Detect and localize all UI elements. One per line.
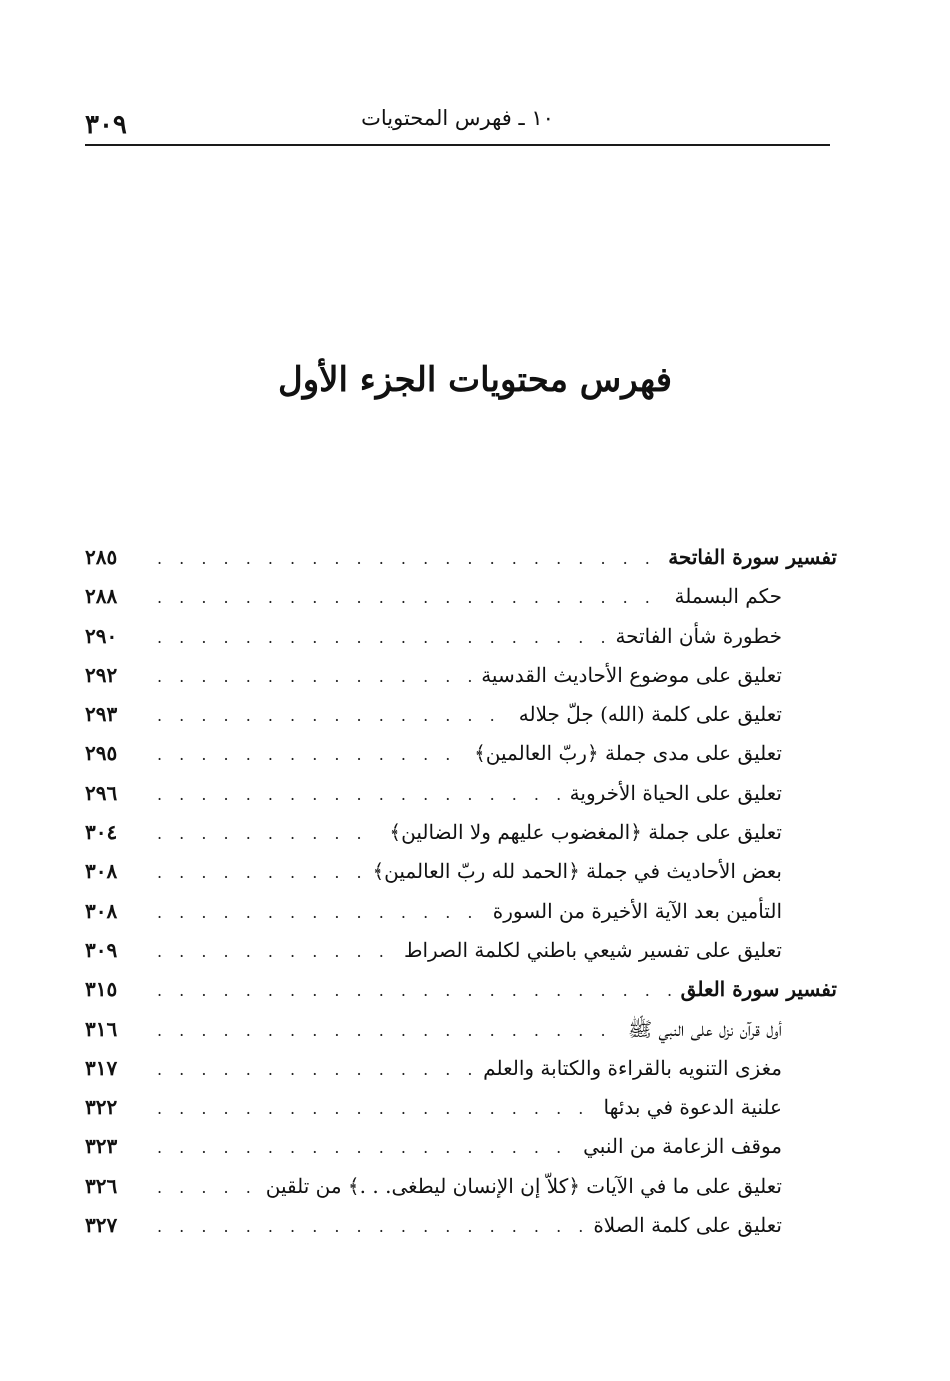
toc-entry-label: خطورة شأن الفاتحة (615, 623, 782, 648)
toc-entry-label: تعليق على ما في الآيات ﴿كلاّ إن الإنسان ليطغى. . .﴾ من تلقين (265, 1173, 782, 1198)
toc-entry-label: التأمين بعد الآية الأخيرة من السورة (492, 898, 782, 923)
toc-entry-page-number: ٣١٦ (85, 1016, 118, 1041)
table-of-contents (85, 538, 837, 1245)
toc-entry (85, 813, 837, 852)
toc-entry (85, 892, 837, 931)
toc-entry (85, 1206, 837, 1245)
toc-entry (85, 1049, 837, 1088)
dot-leader (157, 618, 605, 657)
toc-entry-page-number: ٣٢٦ (85, 1173, 118, 1198)
toc-entry-page-number: ٢٩٦ (85, 780, 118, 805)
dot-leader (157, 1050, 473, 1089)
toc-entry-page-number: ٣٢٢ (85, 1095, 118, 1120)
toc-entry (85, 1167, 837, 1206)
dot-leader (157, 893, 483, 932)
toc-entry-label: مغزى التنويه بالقراءة والكتابة والعلم (483, 1055, 782, 1080)
toc-entry-page-number: ٣١٧ (85, 1055, 118, 1080)
toc-entry-page-number: ٢٩٣ (85, 702, 118, 727)
dot-leader (157, 578, 664, 617)
toc-entry-label: تعليق على مدى جملة ﴿ربّ العالمين﴾ (474, 741, 782, 766)
dot-leader (157, 1207, 583, 1246)
toc-entry (85, 656, 837, 695)
toc-entry (85, 1127, 837, 1166)
page-title: فهرس محتويات الجزء الأول (278, 360, 672, 400)
running-header (85, 100, 830, 146)
header-title: ١٠ ـ فهرس المحتويات (361, 106, 554, 130)
toc-entry-page-number: ٢٩٠ (85, 623, 118, 648)
toc-entry-page-number: ٢٨٥ (85, 545, 118, 569)
toc-entry-label: تعليق على كلمة (الله) جلّ جلاله (518, 702, 782, 727)
toc-section-entry (85, 538, 837, 577)
dot-leader (157, 853, 362, 892)
toc-entry (85, 734, 837, 773)
toc-entry-page-number: ٢٩٥ (85, 741, 118, 766)
toc-entry (85, 695, 837, 734)
toc-entry-label: أول قرآن نزل على النبي ﷺ (627, 1016, 782, 1041)
toc-entry-page-number: ٣١٥ (85, 977, 118, 1002)
dot-leader (157, 696, 509, 735)
toc-entry-page-number: ٣٠٤ (85, 820, 118, 845)
toc-entry (85, 1088, 837, 1127)
dot-leader (157, 775, 560, 814)
toc-entry (85, 774, 837, 813)
dot-leader (157, 539, 658, 578)
toc-entry (85, 577, 837, 616)
dot-leader (157, 657, 471, 696)
toc-entry-label: بعض الأحاديث في جملة ﴿الحمد لله ربّ العالمين﴾ (372, 859, 782, 884)
dot-leader (157, 735, 464, 774)
toc-entry-page-number: ٣٢٧ (85, 1213, 118, 1238)
toc-entry-page-number: ٢٩٢ (85, 662, 118, 687)
dot-leader (157, 1128, 573, 1167)
dot-leader (157, 932, 394, 971)
toc-entry-label: تفسير سورة الفاتحة (668, 545, 837, 569)
toc-entry-label: تعليق على موضوع الأحاديث القدسية (481, 662, 782, 687)
toc-entry-label: تعليق على جملة ﴿المغضوب عليهم ولا الضالين﴾ (389, 820, 782, 845)
toc-entry (85, 617, 837, 656)
toc-entry (85, 1010, 837, 1049)
dot-leader (157, 1168, 256, 1207)
toc-section-entry (85, 970, 837, 1009)
dot-leader (157, 971, 671, 1010)
dot-leader (157, 1089, 594, 1128)
toc-entry (85, 852, 837, 891)
toc-entry-label: تعليق على تفسير شيعي باطني لكلمة الصراط (403, 937, 782, 962)
dot-leader (157, 814, 379, 853)
toc-entry-page-number: ٣٢٣ (85, 1134, 118, 1159)
toc-entry-page-number: ٢٨٨ (85, 584, 118, 609)
toc-entry-page-number: ٣٠٩ (85, 937, 118, 962)
toc-entry-page-number: ٣٠٨ (85, 898, 118, 923)
toc-entry-label: حكم البسملة (674, 584, 782, 609)
toc-entry-label: علنية الدعوة في بدئها (603, 1095, 782, 1120)
toc-entry-page-number: ٣٠٨ (85, 859, 118, 884)
dot-leader (157, 1011, 618, 1050)
toc-entry-label: موقف الزعامة من النبي (583, 1134, 782, 1159)
toc-entry-label: تعليق على كلمة الصلاة (593, 1213, 782, 1238)
toc-entry (85, 931, 837, 970)
toc-entry-label: تفسير سورة العلق (680, 977, 837, 1002)
toc-entry-label: تعليق على الحياة الأخروية (569, 780, 782, 805)
header-page-number: ٣٠٩ (85, 110, 127, 140)
